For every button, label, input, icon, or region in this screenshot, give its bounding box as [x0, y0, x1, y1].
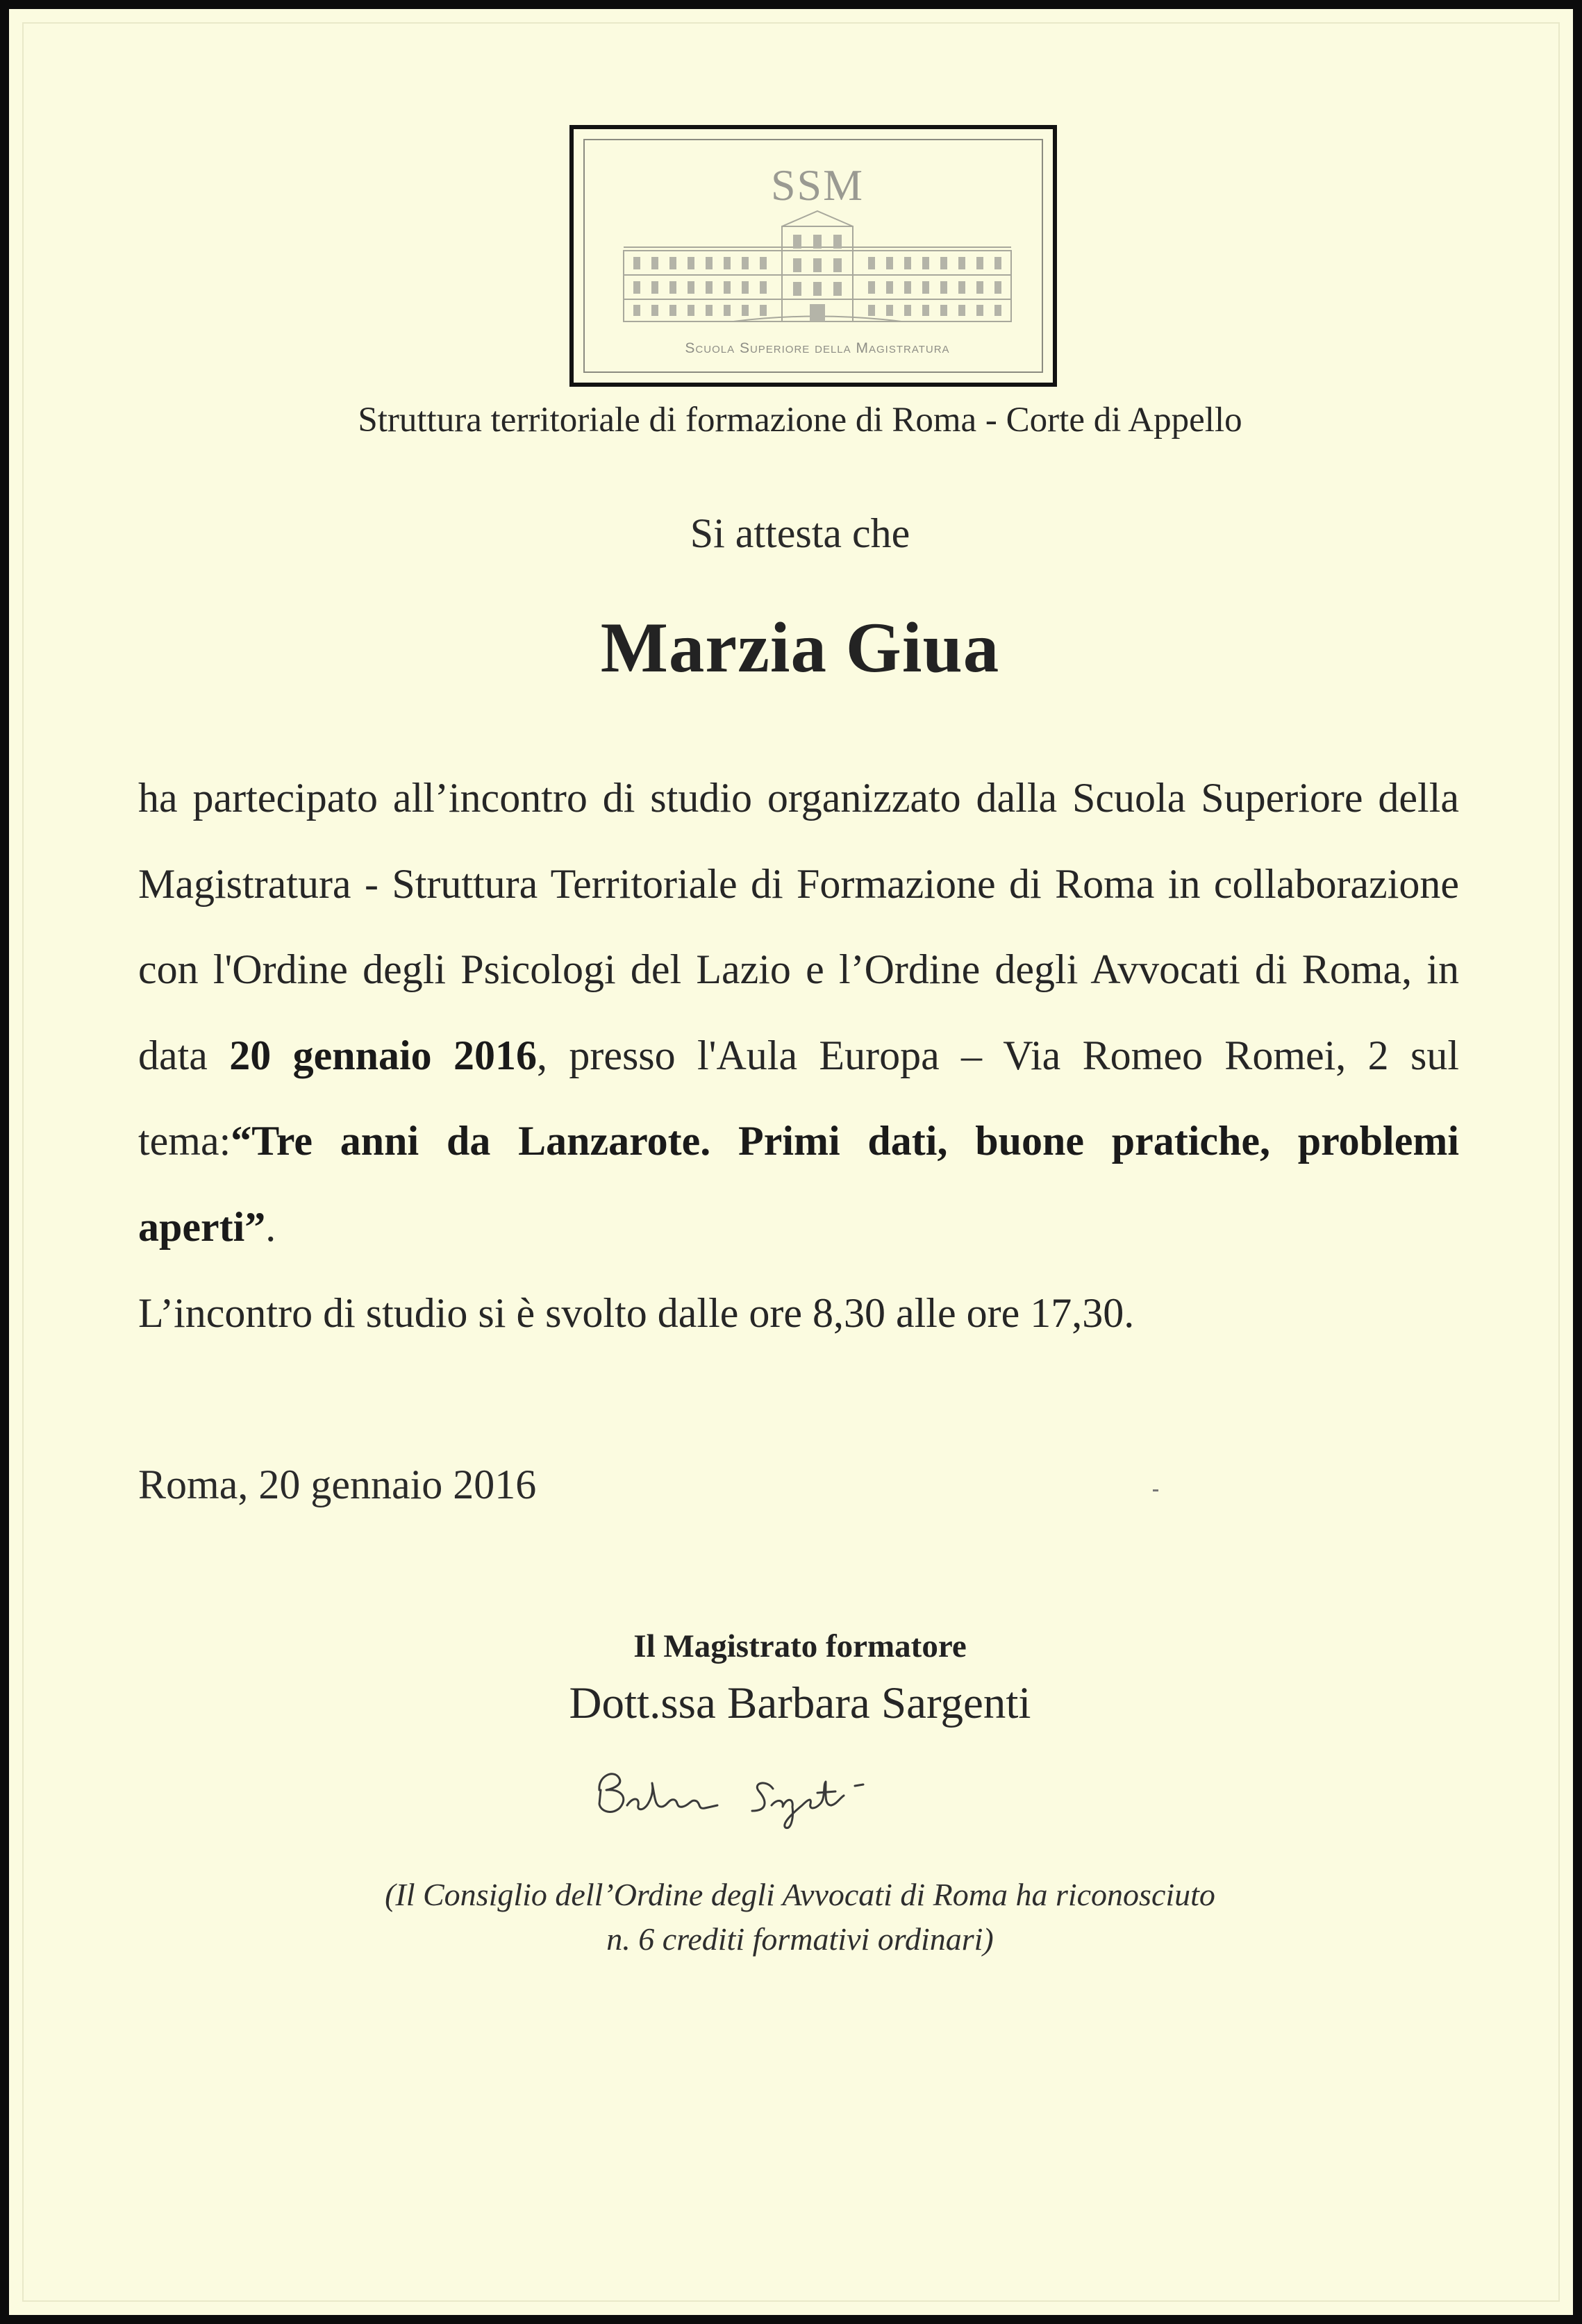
ink-speck: [1153, 1489, 1158, 1491]
event-theme: “Tre anni da Lanzarote. Primi dati, buone pratiche, problemi aperti”: [138, 1118, 1459, 1250]
event-date: 20 gennaio 2016: [229, 1032, 537, 1078]
place-and-date: Roma, 20 gennaio 2016: [138, 1462, 537, 1507]
attestation-body: [138, 755, 1459, 1356]
institution-subheading: Struttura territoriale di formazione di Roma - Corte di Appello: [358, 401, 1242, 440]
handwritten-signature: [585, 1748, 1016, 1839]
logo-caption: Scuola Superiore della Magistratura: [685, 340, 950, 356]
ssm-logo: [569, 125, 1057, 387]
logo-acronym: SSM: [770, 160, 865, 210]
body-text-part3: .: [265, 1203, 276, 1250]
recipient-name: Marzia Giua: [600, 608, 1000, 687]
signatory-role: Il Magistrato formatore: [633, 1628, 967, 1664]
credits-note-line1: (Il Consiglio dell’Ordine degli Avvocati di Roma ha riconosciuto: [385, 1877, 1215, 1912]
credits-note-line2: n. 6 crediti formativi ordinari): [606, 1921, 994, 1957]
ssm-building-emblem: [574, 129, 1061, 391]
body-text-part1: ha partecipato all’incontro di studio organizzato dalla Scuola Superiore della Magistratura - Struttura Territoriale di Formazione di Roma in collaborazione con l'Ordine degli Psicologi del Lazio e l’Ordine degli Avvocati di Roma, in data: [138, 775, 1459, 1078]
attestation-intro: Si attesta che: [690, 510, 910, 556]
signatory-name: Dott.ssa Barbara Sargenti: [569, 1678, 1031, 1728]
event-hours: L’incontro di studio si è svolto dalle ore 8,30 alle ore 17,30.: [138, 1289, 1135, 1336]
body-text-part2: , presso l'Aula Europa – Via Romeo Romei, 2 sul tema:: [138, 1032, 1459, 1164]
